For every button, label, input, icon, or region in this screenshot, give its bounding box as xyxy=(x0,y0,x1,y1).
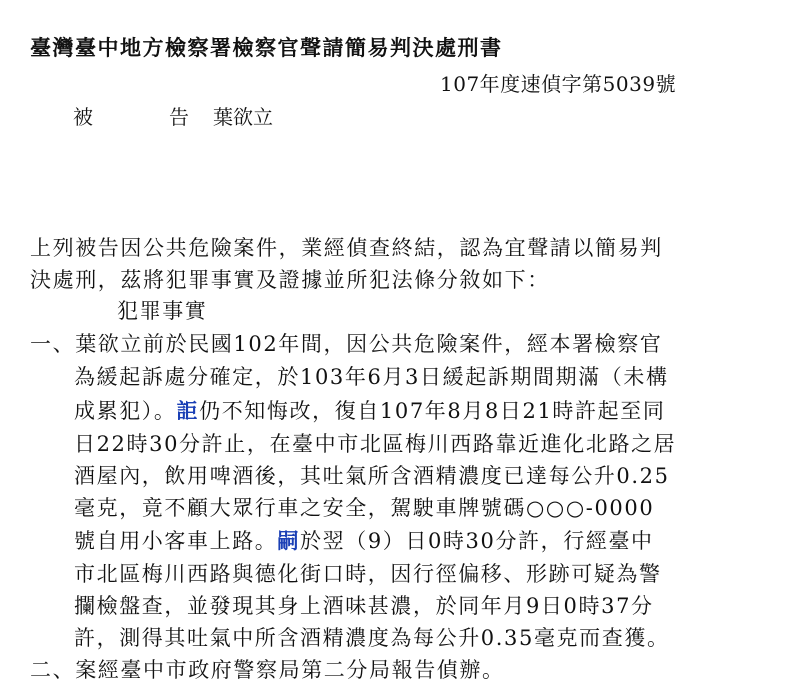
intro-line-1: 上列被告因公共危險案件，業經偵查終結，認為宜聲請以簡易判 xyxy=(30,236,663,260)
item-1-line-7-start: 號自用小客車上路。 xyxy=(74,529,278,553)
highlighted-char-ju: 詎 xyxy=(176,398,200,423)
case-number: 107年度速偵字第5039號 xyxy=(440,72,677,96)
item-1-line-7-end: 於翌（9）日0時30分許，行經臺中 xyxy=(300,529,654,553)
item-1-line-10: 許，測得其吐氣中所含酒精濃度為每公升0.35毫克而查獲。 xyxy=(74,626,670,650)
item-1-line-6: 毫克，竟不顧大眾行車之安全，駕駛車牌號碼○○○-0000 xyxy=(74,496,655,520)
item-1-line-4: 日22時30分許止，在臺中市北區梅川西路靠近進化北路之居 xyxy=(74,432,677,456)
item-1-line-3 xyxy=(74,395,665,425)
document-title: 臺灣臺中地方檢察署檢察官聲請簡易判決處刑書 xyxy=(30,35,503,60)
item-2-line-1: 二、案經臺中市政府警察局第二分局報告偵辦。 xyxy=(30,658,505,682)
item-1-line-8: 市北區梅川西路與德化街口時，因行徑偏移、形跡可疑為警 xyxy=(74,562,662,586)
section-heading: 犯罪事實 xyxy=(117,299,208,323)
highlighted-char-si: 嗣 xyxy=(277,528,301,553)
defendant-line xyxy=(73,101,273,130)
item-1-line-9: 攔檢盤查，並發現其身上酒味甚濃，於同年月9日0時37分 xyxy=(74,594,654,618)
intro-line-2: 決處刑，茲將犯罪事實及證據並所犯法條分敘如下： xyxy=(30,268,550,292)
defendant-label-part-2: 告 xyxy=(169,105,189,129)
item-1-line-3-end: 仍不知悔改，復自107年8月8日21時許起至同 xyxy=(199,399,666,423)
item-1-line-2: 為緩起訴處分確定，於103年6月3日緩起訴期間期滿（未構 xyxy=(74,365,669,389)
defendant-name: 葉欲立 xyxy=(213,105,273,129)
item-1-line-3-start: 成累犯）。 xyxy=(74,399,177,423)
item-1-line-1: 一、葉欲立前於民國102年間，因公共危險案件，經本署檢察官 xyxy=(30,332,663,356)
defendant-label-part-1: 被 xyxy=(73,105,93,129)
item-1-line-7 xyxy=(74,525,654,555)
item-1-line-5: 酒屋內，飲用啤酒後，其吐氣所含酒精濃度已達每公升0.25 xyxy=(74,464,670,488)
